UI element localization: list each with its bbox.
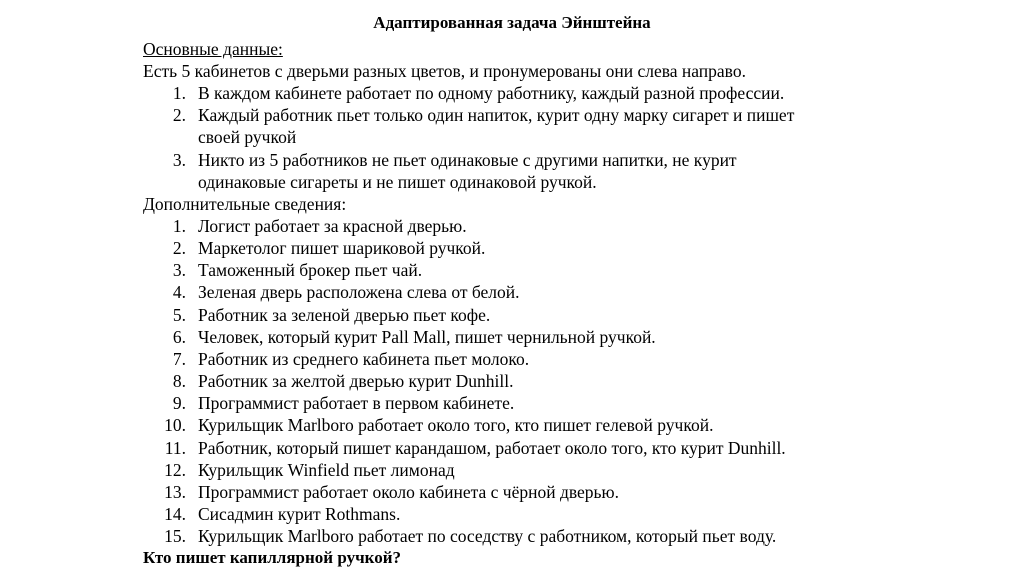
additional-item-number: 1. (172, 216, 186, 236)
basic-data-heading: Основные данные: (143, 39, 283, 59)
additional-item-number: 5. (172, 305, 186, 325)
additional-item-number: 10. (164, 415, 186, 435)
additional-item-number: 11. (164, 438, 186, 458)
additional-item-number: 7. (172, 349, 186, 369)
additional-item-text: Сисадмин курит Rothmans. (198, 504, 401, 524)
basic-data-intro: Есть 5 кабинетов с дверьми разных цветов, и пронумерованы они слева направо. (143, 61, 746, 81)
additional-item-text: Маркетолог пишет шариковой ручкой. (198, 238, 486, 258)
additional-item-text: Программист работает в первом кабинете. (198, 393, 515, 413)
additional-item-number: 3. (172, 260, 186, 280)
basic-item-text-continued: одинаковые сигареты и не пишет одинаковой ручкой. (198, 172, 597, 192)
additional-item-text: Курильщик Marlboro работает по соседству с работником, который пьет воду. (198, 526, 777, 546)
additional-item-number: 6. (172, 327, 186, 347)
basic-item-number: 1. (172, 83, 186, 103)
additional-item-text: Программист работает около кабинета с чёрной дверью. (198, 482, 619, 502)
additional-item-text: Работник из среднего кабинета пьет молоко. (198, 349, 530, 369)
additional-item-number: 2. (172, 238, 186, 258)
basic-item-number: 2. (172, 105, 186, 125)
additional-item-text: Зеленая дверь расположена слева от белой. (198, 282, 520, 302)
additional-item-text: Работник, который пишет карандашом, работает около того, кто курит Dunhill. (198, 438, 786, 458)
basic-item-text: В каждом кабинете работает по одному работнику, каждый разной профессии. (198, 83, 785, 103)
additional-item-number: 15. (164, 526, 186, 546)
additional-item-text: Курильщик Marlboro работает около того, кто пишет гелевой ручкой. (198, 415, 714, 435)
additional-item-text: Таможенный брокер пьет чай. (198, 260, 423, 280)
document-title: Адаптированная задача Эйнштейна (373, 13, 651, 32)
additional-item-number: 9. (172, 393, 186, 413)
additional-item-text: Логист работает за красной дверью. (198, 216, 467, 236)
basic-item-number: 3. (172, 150, 186, 170)
basic-item-text: Каждый работник пьет только один напиток, курит одну марку сигарет и пишет (198, 105, 795, 125)
additional-item-number: 4. (172, 282, 186, 302)
additional-item-text: Работник за зеленой дверью пьет кофе. (198, 305, 491, 325)
additional-item-number: 13. (164, 482, 186, 502)
additional-item-number: 12. (164, 460, 186, 480)
additional-item-number: 8. (172, 371, 186, 391)
basic-item-text: Никто из 5 работников не пьет одинаковые с другими напитки, не курит (198, 150, 737, 170)
additional-info-heading: Дополнительные сведения: (143, 194, 347, 214)
additional-item-text: Человек, который курит Pall Mall, пишет чернильной ручкой. (198, 327, 656, 347)
basic-item-text-continued: своей ручкой (198, 127, 297, 147)
additional-item-text: Курильщик Winfield пьет лимонад (198, 460, 455, 480)
additional-item-number: 14. (164, 504, 186, 524)
additional-item-text: Работник за желтой дверью курит Dunhill. (198, 371, 514, 391)
final-question: Кто пишет капиллярной ручкой? (143, 548, 402, 567)
